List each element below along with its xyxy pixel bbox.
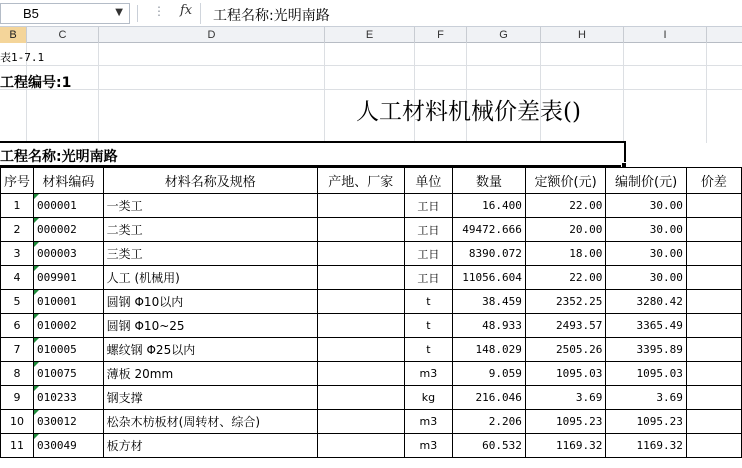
quantity-cell[interactable]: 9.059 [453, 362, 526, 386]
quantity-cell[interactable]: 216.046 [453, 386, 526, 410]
material-code-cell[interactable]: 030012 [34, 410, 104, 434]
project-name[interactable]: 工程名称:光明南路 [0, 149, 118, 165]
table-row [1, 434, 742, 458]
base-price-cell[interactable]: 3.69 [525, 386, 606, 410]
row-number-cell[interactable]: 7 [1, 338, 34, 362]
column-header-i[interactable]: I [624, 27, 707, 43]
column-header-f[interactable]: F [415, 27, 467, 43]
header-price-diff[interactable]: 价差 [686, 168, 741, 194]
gridline [0, 65, 742, 66]
header-quantity[interactable]: 数量 [453, 168, 526, 194]
material-name-cell[interactable]: 板方材 [103, 434, 317, 458]
column-header-b[interactable]: B [0, 27, 27, 43]
row-number-cell[interactable]: 10 [1, 410, 34, 434]
quantity-cell[interactable]: 48.933 [453, 314, 526, 338]
unit-cell[interactable]: kg [404, 386, 453, 410]
gridline [0, 89, 742, 90]
origin-cell[interactable] [317, 266, 404, 290]
material-code-cell[interactable]: 010233 [34, 386, 104, 410]
unit-cell[interactable]: 工日 [404, 194, 453, 218]
formula-text: 工程名称:光明南路 [213, 8, 330, 24]
base-price-cell[interactable]: 2352.25 [525, 290, 606, 314]
header-no[interactable]: 序号 [1, 168, 34, 194]
material-code-cell[interactable]: 000002 [34, 218, 104, 242]
name-box[interactable] [0, 3, 130, 24]
unit-cell[interactable]: t [404, 338, 453, 362]
chevron-down-icon[interactable]: ▼ [115, 7, 123, 18]
row-number-cell[interactable]: 9 [1, 386, 34, 410]
column-headers [0, 27, 742, 43]
row-number-cell[interactable]: 4 [1, 266, 34, 290]
row-number-cell[interactable]: 3 [1, 242, 34, 266]
material-name-cell[interactable]: 一类工 [103, 194, 317, 218]
origin-cell[interactable] [317, 386, 404, 410]
base-price-cell[interactable]: 18.00 [525, 242, 606, 266]
base-price-cell[interactable]: 22.00 [525, 266, 606, 290]
compiled-price-cell[interactable]: 1095.03 [606, 362, 687, 386]
column-header-d[interactable]: D [99, 27, 325, 43]
compiled-price-cell[interactable]: 3395.89 [606, 338, 687, 362]
material-name-cell[interactable]: 圆钢 Φ10以内 [103, 290, 317, 314]
resize-grip-icon[interactable]: ⋮ [153, 4, 166, 18]
material-name-cell[interactable]: 螺纹钢 Φ25以内 [103, 338, 317, 362]
header-base-price[interactable]: 定额价(元) [525, 168, 606, 194]
material-code-cell[interactable]: 010002 [34, 314, 104, 338]
unit-cell[interactable]: m3 [404, 434, 453, 458]
table-row [1, 266, 742, 290]
material-code-cell[interactable]: 010075 [34, 362, 104, 386]
column-header-c[interactable]: C [27, 27, 99, 43]
price-diff-cell[interactable] [686, 314, 741, 338]
unit-cell[interactable]: m3 [404, 362, 453, 386]
table-row [1, 386, 742, 410]
base-price-cell[interactable]: 2505.26 [525, 338, 606, 362]
row-number-cell[interactable]: 1 [1, 194, 34, 218]
quantity-cell[interactable]: 16.400 [453, 194, 526, 218]
origin-cell[interactable] [317, 410, 404, 434]
table-row [1, 410, 742, 434]
compiled-price-cell[interactable]: 3.69 [606, 386, 687, 410]
base-price-cell[interactable]: 22.00 [525, 194, 606, 218]
header-unit[interactable]: 单位 [404, 168, 453, 194]
material-name-cell[interactable]: 人工 (机械用) [103, 266, 317, 290]
base-price-cell[interactable]: 1169.32 [525, 434, 606, 458]
origin-cell[interactable] [317, 314, 404, 338]
material-code-cell[interactable]: 000001 [34, 194, 104, 218]
material-name-cell[interactable]: 三类工 [103, 242, 317, 266]
base-price-cell[interactable]: 2493.57 [525, 314, 606, 338]
quantity-cell[interactable]: 11056.604 [453, 266, 526, 290]
unit-cell[interactable]: m3 [404, 410, 453, 434]
origin-cell[interactable] [317, 218, 404, 242]
base-price-cell[interactable]: 20.00 [525, 218, 606, 242]
sheet-title: 人工材料机械价差表() [356, 99, 581, 125]
row-number-cell[interactable]: 8 [1, 362, 34, 386]
price-diff-cell[interactable] [686, 242, 741, 266]
unit-cell[interactable]: 工日 [404, 218, 453, 242]
material-name-cell[interactable]: 松杂木枋板材(周转材、综合) [103, 410, 317, 434]
compiled-price-cell[interactable]: 30.00 [606, 266, 687, 290]
table-row [1, 314, 742, 338]
header-code[interactable]: 材料编码 [34, 168, 104, 194]
table-row [1, 242, 742, 266]
table-row [1, 362, 742, 386]
material-name-cell[interactable]: 薄板 20mm [103, 362, 317, 386]
quantity-cell[interactable]: 38.459 [453, 290, 526, 314]
column-header-j[interactable] [707, 27, 742, 43]
row-number-cell[interactable]: 2 [1, 218, 34, 242]
compiled-price-cell[interactable]: 1095.23 [606, 410, 687, 434]
table-row [1, 338, 742, 362]
sheet-grid[interactable] [0, 43, 742, 468]
price-diff-cell[interactable] [686, 386, 741, 410]
price-diff-cell[interactable] [686, 218, 741, 242]
compiled-price-cell[interactable]: 30.00 [606, 242, 687, 266]
header-name[interactable]: 材料名称及规格 [103, 168, 317, 194]
price-diff-cell[interactable] [686, 194, 741, 218]
price-diff-cell[interactable] [686, 410, 741, 434]
material-code-cell[interactable]: 010001 [34, 290, 104, 314]
quantity-cell[interactable]: 2.206 [453, 410, 526, 434]
table-row [1, 290, 742, 314]
insert-function-icon[interactable]: fx [180, 3, 193, 18]
compiled-price-cell[interactable]: 30.00 [606, 218, 687, 242]
origin-cell[interactable] [317, 290, 404, 314]
formula-bar [0, 0, 742, 27]
material-name-cell[interactable]: 二类工 [103, 218, 317, 242]
price-diff-cell[interactable] [686, 338, 741, 362]
origin-cell[interactable] [317, 434, 404, 458]
unit-cell[interactable]: 工日 [404, 266, 453, 290]
unit-cell[interactable]: 工日 [404, 242, 453, 266]
table-row [1, 218, 742, 242]
price-diff-cell[interactable] [686, 362, 741, 386]
price-diff-cell[interactable] [686, 434, 741, 458]
material-name-cell[interactable]: 圆钢 Φ10~25 [103, 314, 317, 338]
material-code-cell[interactable]: 000003 [34, 242, 104, 266]
compiled-price-cell[interactable]: 3365.49 [606, 314, 687, 338]
table-reference: 表1-7.1 [0, 51, 45, 64]
unit-cell[interactable]: t [404, 314, 453, 338]
formula-input[interactable] [200, 3, 742, 24]
price-diff-cell[interactable] [686, 290, 741, 314]
row-number-cell[interactable]: 5 [1, 290, 34, 314]
header-compiled-price[interactable]: 编制价(元) [606, 168, 687, 194]
origin-cell[interactable] [317, 338, 404, 362]
compiled-price-cell[interactable]: 1169.32 [606, 434, 687, 458]
origin-cell[interactable] [317, 362, 404, 386]
price-difference-table [0, 167, 742, 458]
material-name-cell[interactable]: 钢支撑 [103, 386, 317, 410]
separator [137, 5, 138, 22]
column-header-g[interactable]: G [467, 27, 541, 43]
column-header-h[interactable]: H [541, 27, 624, 43]
row-number-cell[interactable]: 6 [1, 314, 34, 338]
quantity-cell[interactable]: 60.532 [453, 434, 526, 458]
compiled-price-cell[interactable]: 30.00 [606, 194, 687, 218]
unit-cell[interactable]: t [404, 290, 453, 314]
material-code-cell[interactable]: 030049 [34, 434, 104, 458]
quantity-cell[interactable]: 49472.666 [453, 218, 526, 242]
project-number: 工程编号:1 [0, 75, 72, 91]
material-code-cell[interactable]: 009901 [34, 266, 104, 290]
origin-cell[interactable] [317, 242, 404, 266]
quantity-cell[interactable]: 148.029 [453, 338, 526, 362]
base-price-cell[interactable]: 1095.03 [525, 362, 606, 386]
origin-cell[interactable] [317, 194, 404, 218]
table-header-row [1, 168, 742, 194]
price-diff-cell[interactable] [686, 266, 741, 290]
header-origin[interactable]: 产地、厂家 [317, 168, 404, 194]
table-row [1, 194, 742, 218]
column-header-e[interactable]: E [325, 27, 415, 43]
quantity-cell[interactable]: 8390.072 [453, 242, 526, 266]
material-code-cell[interactable]: 010005 [34, 338, 104, 362]
name-box-value: B5 [23, 6, 39, 21]
base-price-cell[interactable]: 1095.23 [525, 410, 606, 434]
row-number-cell[interactable]: 11 [1, 434, 34, 458]
compiled-price-cell[interactable]: 3280.42 [606, 290, 687, 314]
